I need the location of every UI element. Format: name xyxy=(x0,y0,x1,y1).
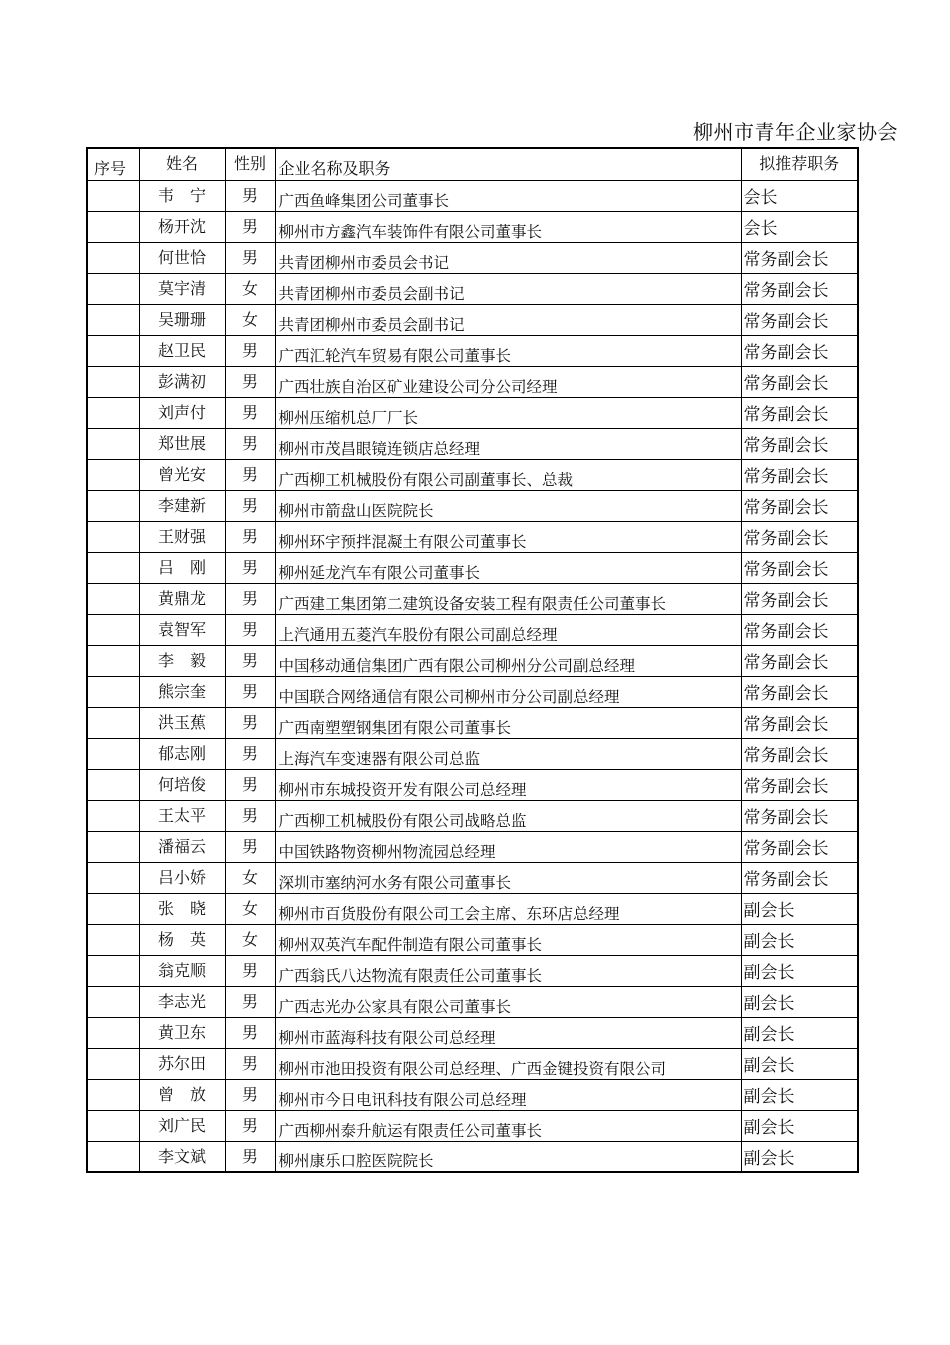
table-row xyxy=(87,397,858,428)
cell-role: 常务副会长 xyxy=(741,552,858,583)
cell-role: 副会长 xyxy=(741,986,858,1017)
cell-role: 常务副会长 xyxy=(741,428,858,459)
cell-name: 吕 刚 xyxy=(139,552,225,583)
table-row xyxy=(87,242,858,273)
cell-company: 柳州市今日电讯科技有限公司总经理 xyxy=(275,1079,741,1110)
cell-company: 柳州市箭盘山医院院长 xyxy=(275,490,741,521)
cell-company: 中国联合网络通信有限公司柳州市分公司副总经理 xyxy=(275,676,741,707)
cell-name: 韦 宁 xyxy=(139,180,225,211)
cell-role: 常务副会长 xyxy=(741,397,858,428)
table-row xyxy=(87,428,858,459)
table-row xyxy=(87,769,858,800)
cell-name: 翁克顺 xyxy=(139,955,225,986)
cell-sex: 男 xyxy=(225,645,275,676)
cell-role: 常务副会长 xyxy=(741,242,858,273)
cell-seq xyxy=(87,614,139,645)
table-row xyxy=(87,304,858,335)
cell-sex: 男 xyxy=(225,397,275,428)
table-row xyxy=(87,893,858,924)
cell-seq xyxy=(87,1048,139,1079)
cell-seq xyxy=(87,521,139,552)
cell-name: 彭满初 xyxy=(139,366,225,397)
cell-sex: 男 xyxy=(225,459,275,490)
cell-name: 李 毅 xyxy=(139,645,225,676)
cell-company: 柳州市东城投资开发有限公司总经理 xyxy=(275,769,741,800)
cell-company: 广西鱼峰集团公司董事长 xyxy=(275,180,741,211)
cell-seq xyxy=(87,831,139,862)
cell-name: 李文斌 xyxy=(139,1141,225,1172)
cell-company: 共青团柳州市委员会副书记 xyxy=(275,304,741,335)
cell-role: 会长 xyxy=(741,180,858,211)
cell-seq xyxy=(87,676,139,707)
cell-company: 广西汇轮汽车贸易有限公司董事长 xyxy=(275,335,741,366)
cell-seq xyxy=(87,955,139,986)
cell-role: 副会长 xyxy=(741,1079,858,1110)
cell-role: 副会长 xyxy=(741,1017,858,1048)
cell-name: 潘福云 xyxy=(139,831,225,862)
table-row xyxy=(87,738,858,769)
cell-sex: 男 xyxy=(225,986,275,1017)
cell-name: 吕小娇 xyxy=(139,862,225,893)
cell-seq xyxy=(87,304,139,335)
cell-company: 柳州环宇预拌混凝土有限公司董事长 xyxy=(275,521,741,552)
cell-role: 常务副会长 xyxy=(741,304,858,335)
table-row xyxy=(87,831,858,862)
cell-seq xyxy=(87,986,139,1017)
table-row xyxy=(87,1048,858,1079)
header-seq: 序号 xyxy=(87,148,139,180)
cell-name: 王太平 xyxy=(139,800,225,831)
table-row xyxy=(87,366,858,397)
cell-company: 广西壮族自治区矿业建设公司分公司经理 xyxy=(275,366,741,397)
cell-company: 广西柳州泰升航运有限责任公司董事长 xyxy=(275,1110,741,1141)
header-role: 拟推荐职务 xyxy=(741,148,858,180)
cell-name: 王财强 xyxy=(139,521,225,552)
cell-sex: 男 xyxy=(225,521,275,552)
table-row xyxy=(87,955,858,986)
table-row xyxy=(87,273,858,304)
cell-seq xyxy=(87,1017,139,1048)
cell-company: 柳州延龙汽车有限公司董事长 xyxy=(275,552,741,583)
cell-sex: 男 xyxy=(225,583,275,614)
cell-seq xyxy=(87,738,139,769)
cell-sex: 男 xyxy=(225,1017,275,1048)
cell-sex: 女 xyxy=(225,862,275,893)
cell-seq xyxy=(87,1110,139,1141)
cell-seq xyxy=(87,242,139,273)
cell-role: 常务副会长 xyxy=(741,676,858,707)
cell-name: 莫宇清 xyxy=(139,273,225,304)
cell-name: 刘声付 xyxy=(139,397,225,428)
table-row xyxy=(87,180,858,211)
cell-name: 何世恰 xyxy=(139,242,225,273)
table-row xyxy=(87,1017,858,1048)
cell-seq xyxy=(87,1079,139,1110)
cell-seq xyxy=(87,335,139,366)
table-row xyxy=(87,707,858,738)
member-table xyxy=(86,147,859,1173)
cell-sex: 男 xyxy=(225,738,275,769)
cell-sex: 男 xyxy=(225,1079,275,1110)
cell-role: 常务副会长 xyxy=(741,366,858,397)
cell-name: 苏尔田 xyxy=(139,1048,225,1079)
cell-name: 赵卫民 xyxy=(139,335,225,366)
cell-company: 深圳市塞纳河水务有限公司董事长 xyxy=(275,862,741,893)
cell-seq xyxy=(87,180,139,211)
cell-role: 常务副会长 xyxy=(741,583,858,614)
cell-seq xyxy=(87,397,139,428)
cell-seq xyxy=(87,459,139,490)
cell-role: 常务副会长 xyxy=(741,614,858,645)
cell-role: 副会长 xyxy=(741,1048,858,1079)
cell-name: 吴珊珊 xyxy=(139,304,225,335)
cell-name: 黄鼎龙 xyxy=(139,583,225,614)
cell-role: 常务副会长 xyxy=(741,707,858,738)
cell-sex: 男 xyxy=(225,490,275,521)
cell-seq xyxy=(87,893,139,924)
cell-company: 中国移动通信集团广西有限公司柳州分公司副总经理 xyxy=(275,645,741,676)
cell-sex: 男 xyxy=(225,335,275,366)
cell-company: 柳州市茂昌眼镜连锁店总经理 xyxy=(275,428,741,459)
cell-role: 常务副会长 xyxy=(741,738,858,769)
cell-role: 常务副会长 xyxy=(741,521,858,552)
cell-sex: 男 xyxy=(225,676,275,707)
cell-sex: 女 xyxy=(225,304,275,335)
cell-sex: 男 xyxy=(225,552,275,583)
cell-name: 李志光 xyxy=(139,986,225,1017)
cell-seq xyxy=(87,862,139,893)
table-row xyxy=(87,862,858,893)
cell-role: 常务副会长 xyxy=(741,335,858,366)
table-row xyxy=(87,614,858,645)
cell-sex: 男 xyxy=(225,1048,275,1079)
table-row xyxy=(87,335,858,366)
cell-name: 黄卫东 xyxy=(139,1017,225,1048)
cell-seq xyxy=(87,490,139,521)
cell-sex: 女 xyxy=(225,924,275,955)
cell-sex: 男 xyxy=(225,1110,275,1141)
table-row xyxy=(87,676,858,707)
cell-sex: 女 xyxy=(225,273,275,304)
cell-seq xyxy=(87,366,139,397)
cell-company: 柳州市蓝海科技有限公司总经理 xyxy=(275,1017,741,1048)
cell-name: 郑世展 xyxy=(139,428,225,459)
cell-sex: 男 xyxy=(225,1141,275,1172)
cell-name: 张 晓 xyxy=(139,893,225,924)
cell-company: 共青团柳州市委员会书记 xyxy=(275,242,741,273)
cell-sex: 男 xyxy=(225,428,275,459)
cell-company: 柳州市方鑫汽车装饰件有限公司董事长 xyxy=(275,211,741,242)
header-row xyxy=(87,148,858,180)
cell-company: 广西翁氏八达物流有限责任公司董事长 xyxy=(275,955,741,986)
cell-company: 广西志光办公家具有限公司董事长 xyxy=(275,986,741,1017)
document-title: 柳州市青年企业家协会 xyxy=(693,120,898,144)
cell-name: 刘广民 xyxy=(139,1110,225,1141)
cell-company: 广西建工集团第二建筑设备安装工程有限责任公司董事长 xyxy=(275,583,741,614)
cell-role: 副会长 xyxy=(741,1141,858,1172)
cell-company: 共青团柳州市委员会副书记 xyxy=(275,273,741,304)
cell-name: 曾光安 xyxy=(139,459,225,490)
cell-role: 副会长 xyxy=(741,893,858,924)
cell-company: 上汽通用五菱汽车股份有限公司副总经理 xyxy=(275,614,741,645)
cell-role: 常务副会长 xyxy=(741,831,858,862)
cell-role: 常务副会长 xyxy=(741,273,858,304)
cell-role: 副会长 xyxy=(741,955,858,986)
cell-sex: 男 xyxy=(225,180,275,211)
header-sex: 性别 xyxy=(225,148,275,180)
cell-name: 袁智军 xyxy=(139,614,225,645)
table-row xyxy=(87,1141,858,1172)
cell-sex: 男 xyxy=(225,366,275,397)
cell-company: 柳州压缩机总厂厂长 xyxy=(275,397,741,428)
cell-sex: 男 xyxy=(225,707,275,738)
cell-seq xyxy=(87,211,139,242)
cell-role: 常务副会长 xyxy=(741,800,858,831)
table-row xyxy=(87,986,858,1017)
cell-name: 何培俊 xyxy=(139,769,225,800)
cell-name: 杨 英 xyxy=(139,924,225,955)
cell-role: 常务副会长 xyxy=(741,769,858,800)
cell-seq xyxy=(87,428,139,459)
cell-sex: 男 xyxy=(225,769,275,800)
cell-company: 广西柳工机械股份有限公司副董事长、总裁 xyxy=(275,459,741,490)
cell-role: 常务副会长 xyxy=(741,862,858,893)
cell-role: 会长 xyxy=(741,211,858,242)
table-row xyxy=(87,924,858,955)
cell-company: 柳州双英汽车配件制造有限公司董事长 xyxy=(275,924,741,955)
cell-company: 上海汽车变速器有限公司总监 xyxy=(275,738,741,769)
cell-sex: 男 xyxy=(225,211,275,242)
cell-name: 李建新 xyxy=(139,490,225,521)
cell-name: 洪玉蕉 xyxy=(139,707,225,738)
table-row xyxy=(87,1079,858,1110)
cell-role: 副会长 xyxy=(741,1110,858,1141)
table-row xyxy=(87,459,858,490)
cell-name: 郁志刚 xyxy=(139,738,225,769)
table-row xyxy=(87,1110,858,1141)
cell-sex: 男 xyxy=(225,955,275,986)
cell-seq xyxy=(87,707,139,738)
cell-sex: 男 xyxy=(225,800,275,831)
cell-sex: 男 xyxy=(225,831,275,862)
cell-seq xyxy=(87,800,139,831)
cell-sex: 男 xyxy=(225,242,275,273)
cell-company: 柳州康乐口腔医院院长 xyxy=(275,1141,741,1172)
cell-name: 曾 放 xyxy=(139,1079,225,1110)
table-row xyxy=(87,800,858,831)
cell-sex: 女 xyxy=(225,893,275,924)
cell-company: 广西柳工机械股份有限公司战略总监 xyxy=(275,800,741,831)
cell-name: 熊宗奎 xyxy=(139,676,225,707)
cell-seq xyxy=(87,645,139,676)
cell-company: 柳州市百货股份有限公司工会主席、东环店总经理 xyxy=(275,893,741,924)
cell-seq xyxy=(87,924,139,955)
cell-role: 常务副会长 xyxy=(741,459,858,490)
header-name: 姓名 xyxy=(139,148,225,180)
table-row xyxy=(87,552,858,583)
cell-company: 中国铁路物资柳州物流园总经理 xyxy=(275,831,741,862)
cell-seq xyxy=(87,583,139,614)
cell-company: 广西南塑塑钢集团有限公司董事长 xyxy=(275,707,741,738)
table-row xyxy=(87,521,858,552)
table-row xyxy=(87,645,858,676)
cell-company: 柳州市池田投资有限公司总经理、广西金键投资有限公司 xyxy=(275,1048,741,1079)
cell-sex: 男 xyxy=(225,614,275,645)
table-row xyxy=(87,583,858,614)
cell-seq xyxy=(87,769,139,800)
cell-name: 杨开沈 xyxy=(139,211,225,242)
cell-role: 常务副会长 xyxy=(741,645,858,676)
cell-seq xyxy=(87,552,139,583)
cell-seq xyxy=(87,1141,139,1172)
header-company: 企业名称及职务 xyxy=(275,148,741,180)
cell-role: 常务副会长 xyxy=(741,490,858,521)
cell-seq xyxy=(87,273,139,304)
table-row xyxy=(87,490,858,521)
cell-role: 副会长 xyxy=(741,924,858,955)
table-row xyxy=(87,211,858,242)
